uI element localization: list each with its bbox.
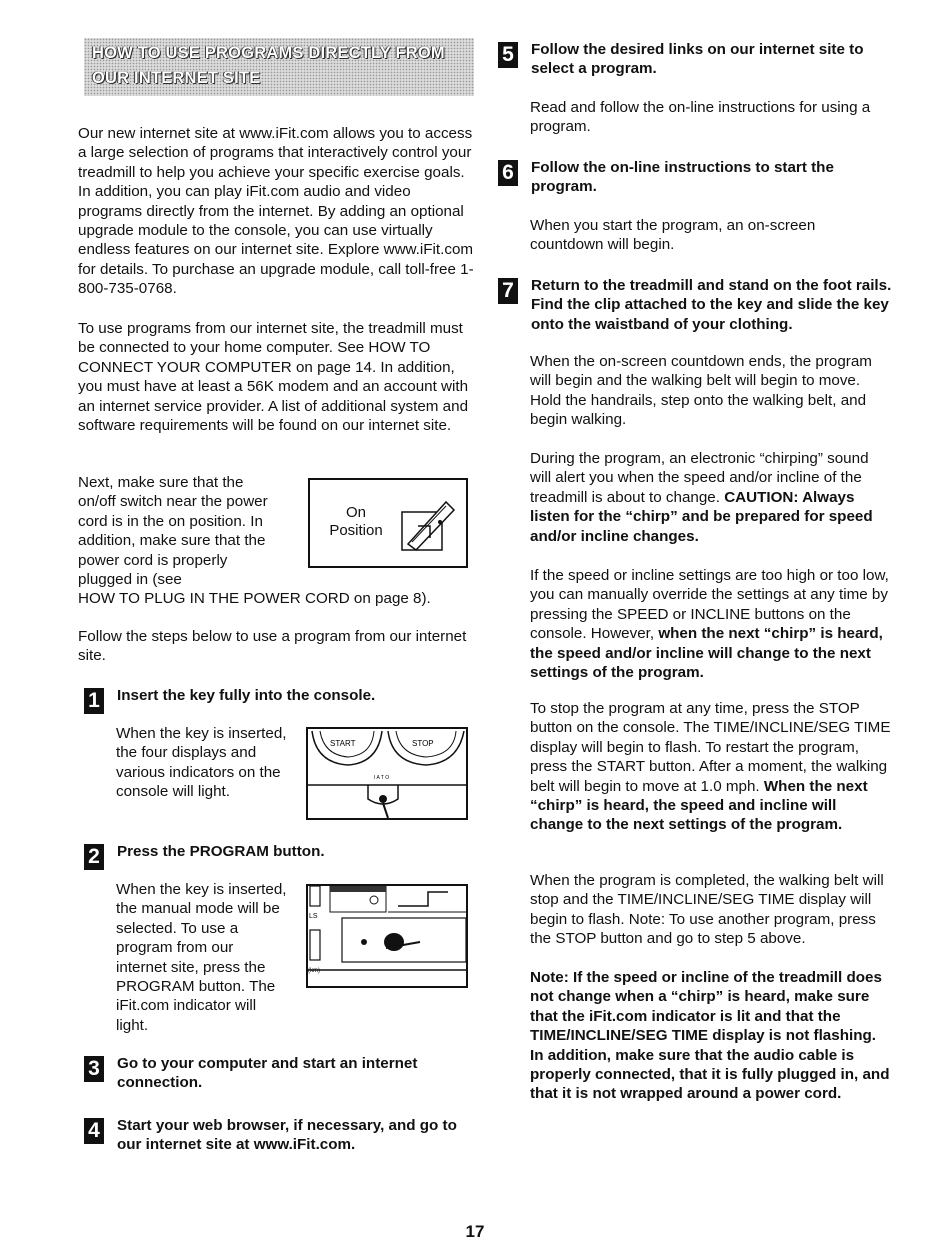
step-6-body: When you start the program, an on-screen countdown will begin. [530,217,816,254]
stop-text: To stop the program at any time, press the STOP button on the console. The TIME/INCLINE/SEG TIME display will begin to flash. To restart the program, press the START button. After a moment, the walking belt will begin to move at 1.0 mph. [530,700,891,795]
step-1-body: When the key is inserted, the four displays and various indicators on the console will light. [116,725,287,801]
step-6 [498,158,893,197]
program-display-figure [306,884,468,988]
override-paragraph [530,566,892,682]
follow-steps-paragraph: Follow the steps below to use a program from our internet site. [78,628,467,665]
step-2 [84,842,474,870]
step-title: Return to the treadmill and stand on the foot rails. Find the clip attached to the key and slide the key onto the waistband of your clothing. [531,277,892,333]
section-title-line1: HOW TO USE PROGRAMS DIRECTLY FROM [92,44,445,62]
step-5 [498,40,893,79]
step-title: Insert the key fully into the console. [117,687,376,704]
step-number-badge: 2 [84,844,104,870]
console-buttons-illustration [308,729,466,818]
page-number: 17 [465,1222,485,1241]
intro-paragraph: Our new internet site at www.iFit.com allows you to access a large selection of programs that interactively control your treadmill to help you achieve your specific exercise goals. In addition, you can play iFit.com audio and video programs directly from the internet. By adding an optional upgrade module to the console, you can use virtually endless features on our internet site. Explore www.iFit.com for details. To purchase an upgrade module, call toll-free 1-800-735-0768. [78,125,474,298]
step-number-badge: 7 [498,278,518,304]
stop-paragraph [530,699,892,835]
step-7 [498,276,893,334]
step-1 [84,686,474,714]
ls-label: LS [309,913,318,920]
step-2-body: When the key is inserted, the manual mode will be selected. To use a program from our internet site, press the PROGRAM button. The iFit.com indicator will light. [116,881,287,1034]
troubleshooting-note: Note: If the speed or incline of the treadmill does not change when a “chirp” is heard, make sure that the iFit.com indicator is lit and that the TIME/INCLINE/SEG TIME display is not flashing. In addition, make sure that the audio cable is properly connected, that it is fully plugged in, and that it is not wrapped around a power cord. [530,969,890,1103]
step-number-badge: 1 [84,688,104,714]
chirp-caution: CAUTION: Always listen for the “chirp” and be prepared for speed and/or incline changes. [530,488,873,545]
step-title: Start your web browser, if necessary, and go to our internet site at www.iFit.com. [117,1117,457,1154]
override-text: If the speed or incline settings are too high or too low, you can manually override the settings at any time by pressing the SPEED or INCLINE buttons on the console. However, [530,567,889,643]
step-4 [84,1116,474,1155]
connection-paragraph: To use programs from our internet site, the treadmill must be connected to your home computer. See HOW TO CONNECT YOUR COMPUTER on page 14. In addition, you must have at least a 56K modem and an account with an internet service provider. A list of additional system and software requirements will be found on our internet site. [78,320,469,435]
position-label: Position [329,522,383,539]
step-number-badge: 6 [498,160,518,186]
power-switch-icon [396,492,460,558]
indicator-label: I A T O [374,775,390,781]
completion-paragraph: When the program is completed, the walking belt will stop and the TIME/INCLINE/SEG TIME display will begin to flash. Note: To use another program, press the STOP button and go to step 5 above. [530,872,884,948]
step-number-badge: 4 [84,1118,104,1144]
step-title: Go to your computer and start an internet connection. [117,1055,418,1092]
stop-label: STOP [412,739,434,748]
chirp-paragraph [530,449,892,546]
section-title-line2: OUR INTERNET SITE [92,69,261,87]
step-number-badge: 5 [498,42,518,68]
step-title: Follow the desired links on our internet site to select a program. [531,41,864,78]
on-label: On [345,504,366,521]
power-switch-paragraph-tail: HOW TO PLUG IN THE POWER CORD on page 8). [78,590,431,607]
step-5-body: Read and follow the on-line instructions for using a program. [530,99,871,136]
chirp-text: During the program, an electronic “chirping” sound will alert you when the speed and/or incline of the treadmill is about to change. [530,450,869,506]
section-header [84,38,474,96]
stop-warning: When the next “chirp” is heard, the speed and incline will change to the next settings of the program. [530,777,868,834]
program-display-illustration [308,886,466,986]
console-key-figure [306,727,468,820]
step-title: Follow the on-line instructions to start the program. [531,159,834,196]
on-position-figure [308,478,468,568]
override-warning: when the next “chirp” is heard, the speed and/or incline will change to the next settings of the program. [530,625,883,682]
step-7-body: When the on-screen countdown ends, the program will begin and the walking belt will begin to move. Hold the handrails, step onto the walking belt, and begin walking. [530,353,872,429]
step-title: Press the PROGRAM button. [117,843,325,860]
step-3 [84,1054,474,1093]
km-label: (km) [308,968,320,974]
step-number-badge: 3 [84,1056,104,1082]
start-label: START [330,739,356,748]
on-position-label [326,504,386,540]
power-switch-paragraph: Next, make sure that the on/off switch near the power cord is in the on position. In addition, make sure that the power cord is properly plugged in (see [78,474,268,589]
